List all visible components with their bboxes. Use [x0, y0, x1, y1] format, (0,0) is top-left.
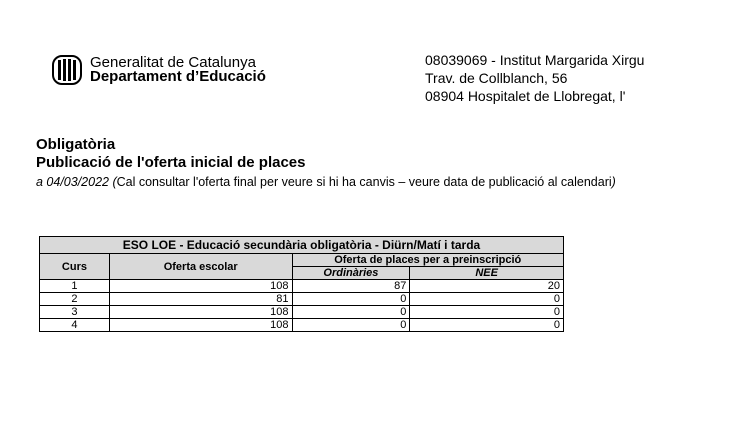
table-row: [40, 293, 564, 306]
publication-date: a 04/03/2022 (: [36, 175, 117, 189]
address-line-3: 08904 Hospitalet de Llobregat, l': [425, 88, 626, 104]
cell-ordinaries: 0: [292, 293, 410, 306]
col-ordinaries: Ordinàries: [292, 267, 410, 280]
title-line-2: Publicació de l'oferta inicial de places: [36, 154, 306, 171]
note-text: Cal consultar l'oferta final per veure si hi ha canvis – veure data de publicació al calendari: [116, 175, 612, 189]
cell-curs: 2: [40, 293, 110, 306]
table-row: [40, 280, 564, 293]
generalitat-stripes-icon: [52, 55, 82, 85]
cell-curs: 4: [40, 319, 110, 332]
table-row: [40, 319, 564, 332]
cell-ordinaries: 0: [292, 319, 410, 332]
cell-oferta: 81: [109, 293, 292, 306]
cell-curs: 3: [40, 306, 110, 319]
school-address: [425, 51, 644, 105]
cell-nee: 0: [410, 306, 564, 319]
cell-oferta: 108: [109, 280, 292, 293]
col-curs: Curs: [40, 254, 110, 280]
cell-curs: 1: [40, 280, 110, 293]
page-title: [36, 136, 306, 172]
col-nee: NEE: [410, 267, 564, 280]
col-places: Oferta de places per a preinscripció: [292, 254, 564, 267]
cell-ordinaries: 0: [292, 306, 410, 319]
cell-oferta: 108: [109, 306, 292, 319]
cell-nee: 20: [410, 280, 564, 293]
address-line-2: Trav. de Collblanch, 56: [425, 70, 568, 86]
title-line-1: Obligatòria: [36, 136, 116, 153]
col-oferta: Oferta escolar: [109, 254, 292, 280]
org-line-2: Departament d’Educació: [90, 68, 266, 85]
table-row: [40, 306, 564, 319]
table-title: ESO LOE - Educació secundària obligatòria - Diürn/Matí i tarda: [40, 237, 564, 254]
offer-table: [39, 236, 564, 332]
cell-nee: 0: [410, 319, 564, 332]
cell-ordinaries: 87: [292, 280, 410, 293]
cell-nee: 0: [410, 293, 564, 306]
organization-name: [90, 56, 266, 84]
org-line-1: Generalitat de Catalunya: [90, 54, 256, 71]
publication-note: [36, 175, 616, 189]
cell-oferta: 108: [109, 319, 292, 332]
note-close: ): [611, 175, 616, 189]
address-line-1: 08039069 - Institut Margarida Xirgu: [425, 52, 645, 68]
